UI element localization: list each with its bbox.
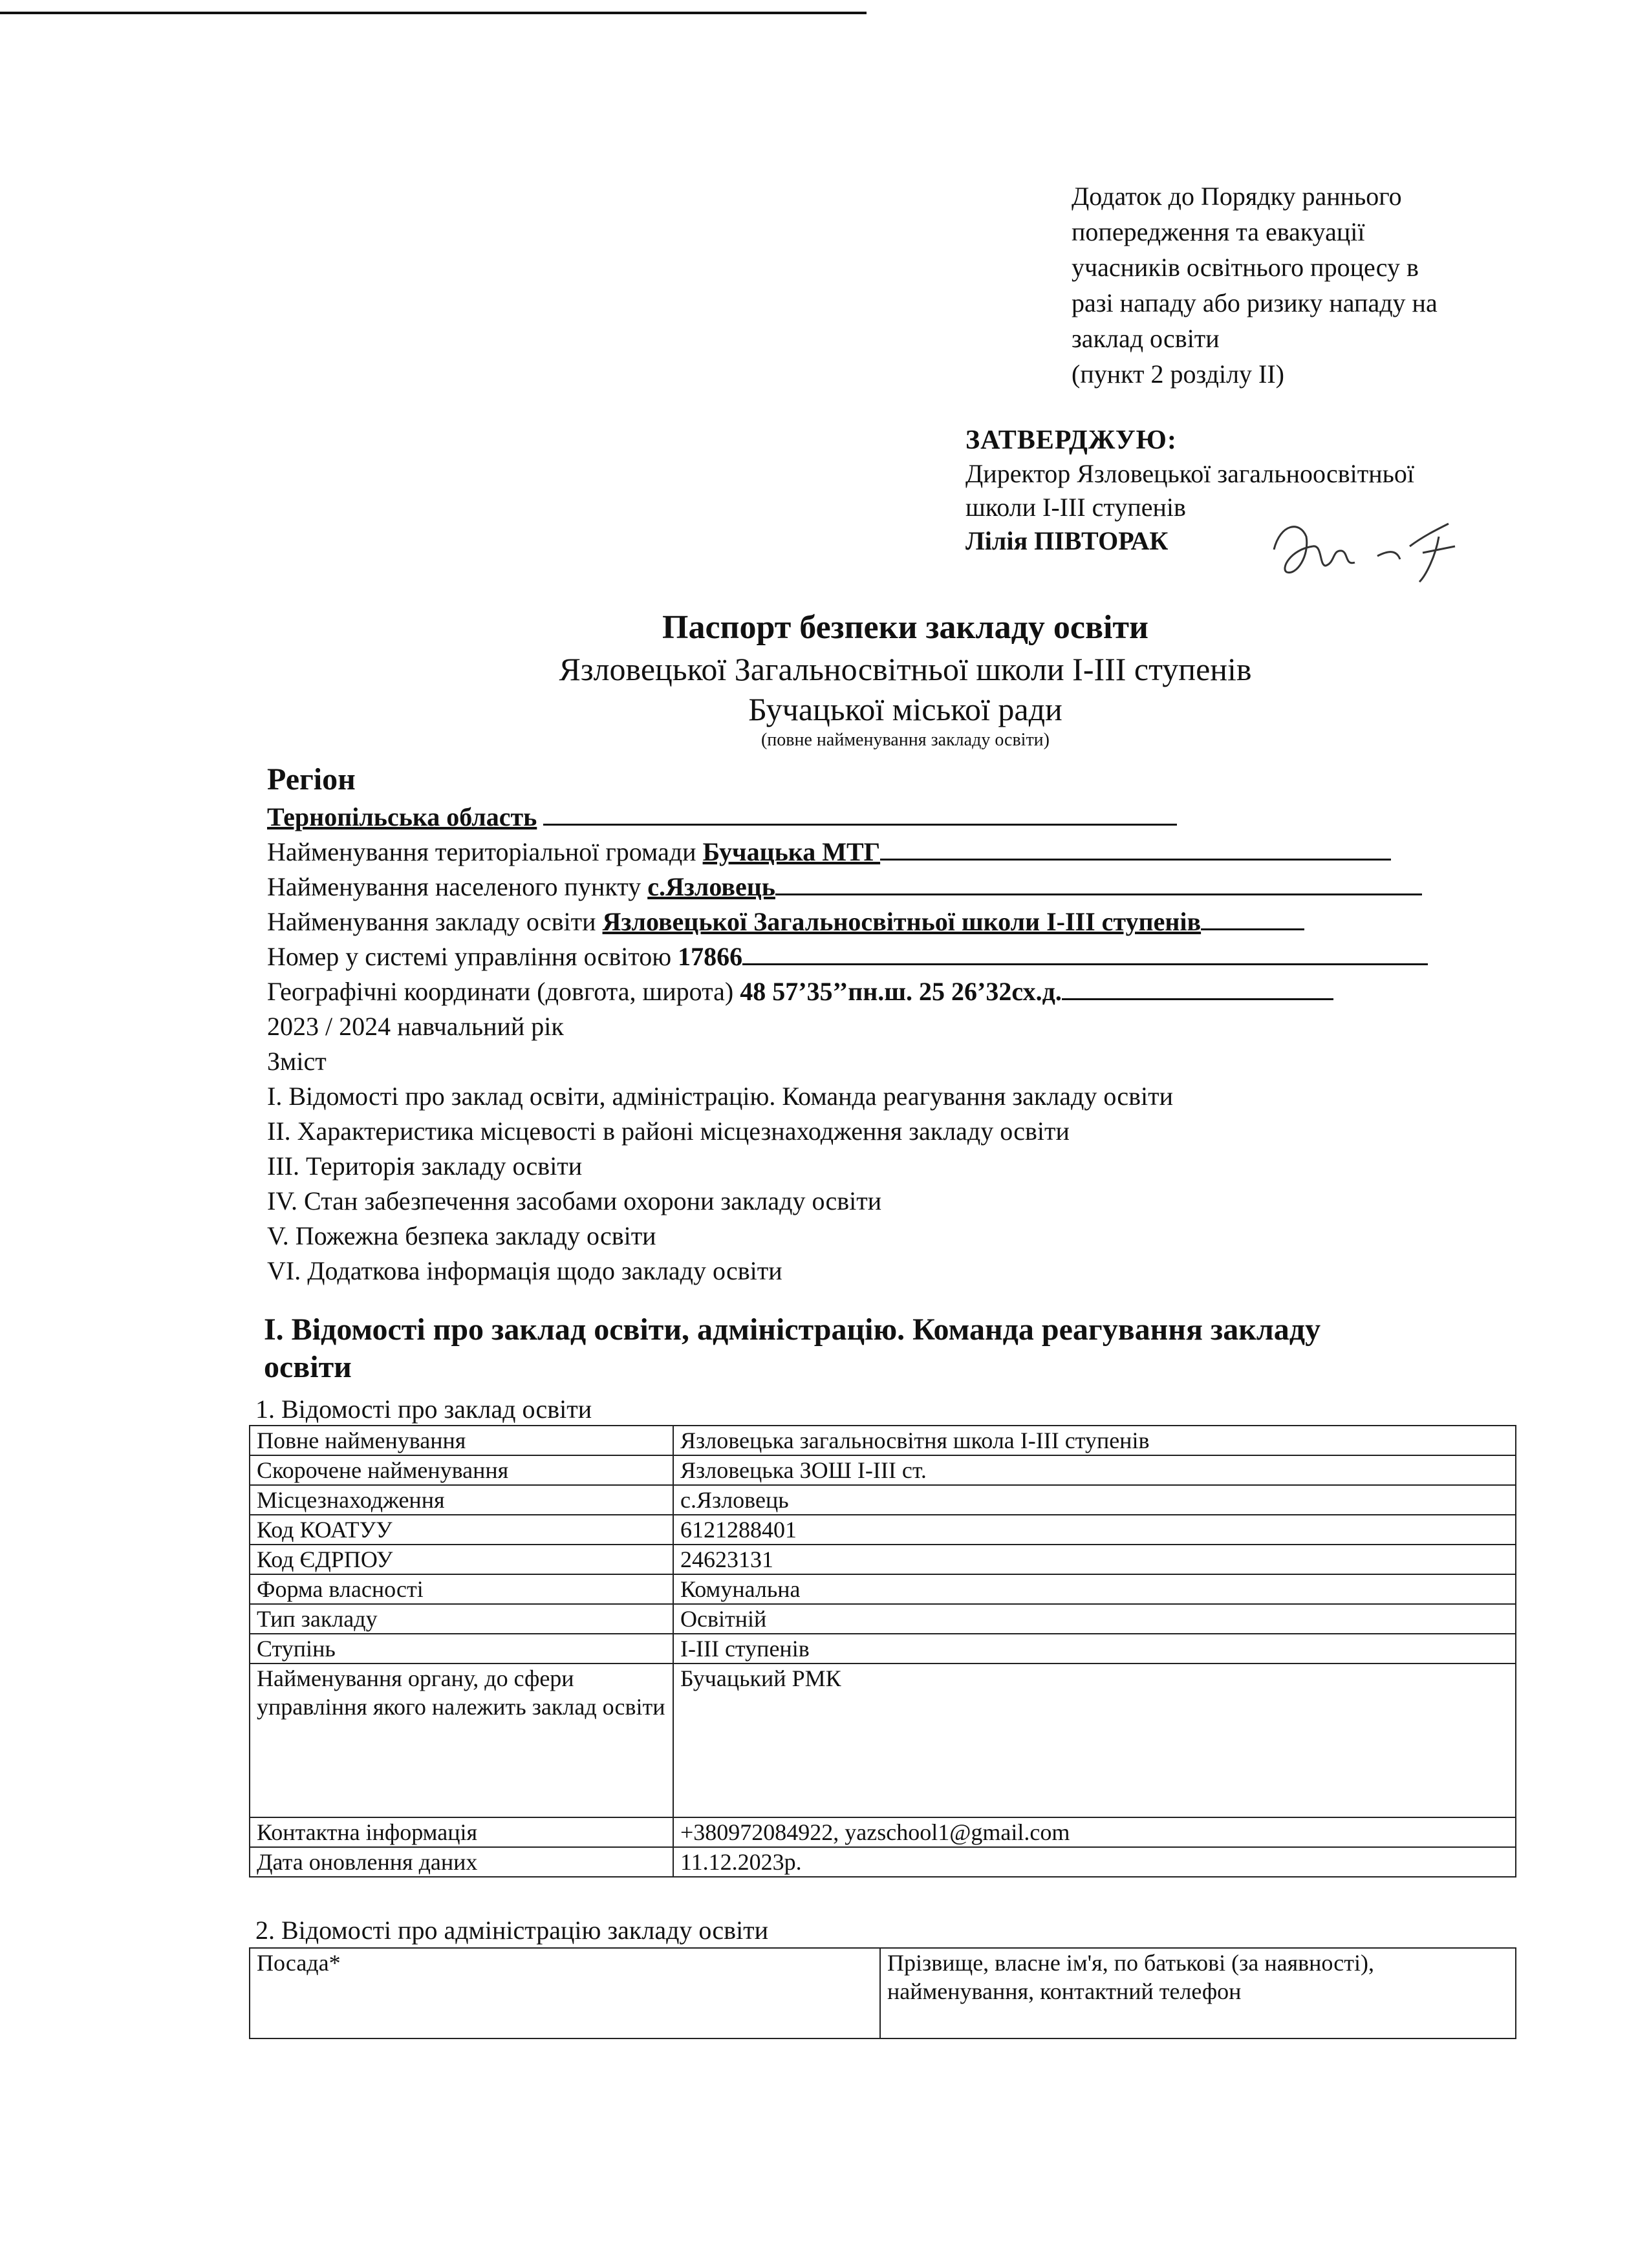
coordinates-label: Географічні координати (довгота, широта) bbox=[267, 977, 734, 1006]
table-cell: Місцезнаходження bbox=[250, 1485, 673, 1515]
contents-item: VI. Додаткова інформація щодо закладу освіти bbox=[267, 1256, 782, 1285]
coordinates-value: 48 57’35’’пн.ш. 25 26’32сх.д. bbox=[740, 977, 1062, 1006]
section-heading-line: освіти bbox=[264, 1350, 352, 1384]
settlement-label: Найменування населеного пункту bbox=[267, 872, 641, 901]
handwritten-signature bbox=[1261, 511, 1481, 588]
title-note: (повне найменування закладу освіти) bbox=[760, 730, 1050, 750]
approval-heading: ЗАТВЕРДЖУЮ: bbox=[965, 425, 1177, 455]
section-heading-line: I. Відомості про заклад освіти, адміністрацію. Команда реагування закладу bbox=[264, 1312, 1321, 1347]
table-cell: Код ЄДРПОУ bbox=[250, 1545, 673, 1574]
region-label: Регіон bbox=[267, 762, 356, 797]
table-cell: Код КОАТУУ bbox=[250, 1515, 673, 1545]
region-value: Тернопільська область bbox=[267, 802, 537, 831]
blank-line bbox=[775, 875, 1422, 895]
table-row bbox=[250, 1847, 1516, 1877]
table-cell: 11.12.2023р. bbox=[673, 1847, 1516, 1877]
contents-item: IV. Стан забезпечення засобами охорони закладу освіти bbox=[267, 1186, 882, 1215]
table-row bbox=[250, 1574, 1516, 1604]
settlement-value: с.Язловець bbox=[647, 872, 775, 901]
approval-name: Лілія ПІВТОРАК bbox=[965, 526, 1169, 555]
appendix-line: Додаток до Порядку раннього bbox=[1072, 182, 1402, 211]
school-name-title: Язловецької Загальносвітньої школи І-ІІІ ступенів bbox=[559, 651, 1252, 687]
contents-item: V. Пожежна безпека закладу освіти bbox=[267, 1221, 656, 1250]
appendix-line: попередження та евакуації bbox=[1072, 217, 1365, 246]
table-row bbox=[250, 1515, 1516, 1545]
contents-item: II. Характеристика місцевості в районі місцезнаходження закладу освіти bbox=[267, 1117, 1070, 1146]
table-row bbox=[250, 1426, 1516, 1455]
community-value: Бучацька МТГ bbox=[702, 837, 881, 866]
document-title bbox=[259, 606, 1552, 751]
section-1-heading bbox=[264, 1311, 1525, 1386]
blank-line bbox=[1062, 980, 1333, 1000]
passport-title: Паспорт безпеки закладу освіти bbox=[662, 609, 1148, 646]
subsection-2-title: 2. Відомості про адміністрацію закладу освіти bbox=[255, 1916, 769, 1945]
table-row bbox=[250, 1545, 1516, 1574]
table-row bbox=[250, 1485, 1516, 1515]
blank-line bbox=[543, 806, 1177, 826]
subsection-1-title: 1. Відомості про заклад освіти bbox=[255, 1395, 592, 1424]
table-cell: Скорочене найменування bbox=[250, 1455, 673, 1485]
school-year: 2023 / 2024 навчальний рік bbox=[267, 1012, 564, 1041]
table-cell: Язловецька ЗОШ І-ІІІ ст. bbox=[673, 1455, 1516, 1485]
table-cell: 24623131 bbox=[673, 1545, 1516, 1574]
appendix-line: (пункт 2 розділу II) bbox=[1072, 359, 1284, 389]
blank-line bbox=[1201, 910, 1304, 930]
table-cell: Контактна інформація bbox=[250, 1817, 673, 1847]
table-header-cell: Посада* bbox=[250, 1948, 880, 2038]
table-cell: Бучацький РМК bbox=[673, 1664, 1516, 1817]
table-row bbox=[250, 1604, 1516, 1634]
table-row bbox=[250, 1455, 1516, 1485]
appendix-line: разі нападу або ризику нападу на bbox=[1072, 288, 1438, 317]
community-label: Найменування територіальної громади bbox=[267, 837, 696, 866]
table-cell: Повне найменування bbox=[250, 1426, 673, 1455]
table-cell: с.Язловець bbox=[673, 1485, 1516, 1515]
table-cell: Язловецька загальносвітня школа І-ІІІ ступенів bbox=[673, 1426, 1516, 1455]
table-cell: Освітній bbox=[673, 1604, 1516, 1634]
table-cell: Форма власності bbox=[250, 1574, 673, 1604]
region-info bbox=[267, 760, 1528, 1289]
appendix-line: заклад освіти bbox=[1072, 324, 1220, 353]
table-cell: Тип закладу bbox=[250, 1604, 673, 1634]
school-info-table bbox=[249, 1425, 1516, 1878]
table-cell: +380972084922, yazschool1@gmail.com bbox=[673, 1817, 1516, 1847]
blank-line bbox=[742, 945, 1428, 965]
council-name: Бучацької міської ради bbox=[748, 691, 1062, 727]
table-cell: Найменування органу, до сфери управління якого належить заклад освіти bbox=[250, 1664, 673, 1817]
table-cell: Ступінь bbox=[250, 1634, 673, 1664]
table-cell: 6121288401 bbox=[673, 1515, 1516, 1545]
table-row bbox=[250, 1664, 1516, 1817]
contents-item: I. Відомості про заклад освіти, адміністрацію. Команда реагування закладу освіти bbox=[267, 1082, 1174, 1111]
appendix-note bbox=[1072, 178, 1537, 392]
contents-label: Зміст bbox=[267, 1047, 327, 1076]
table-header-cell: Прізвище, власне ім'я, по батькові (за наявності), найменування, контактний телефон bbox=[880, 1948, 1516, 2038]
table-row bbox=[250, 1948, 1516, 2038]
table-row bbox=[250, 1634, 1516, 1664]
blank-line bbox=[880, 840, 1391, 861]
system-number-label: Номер у системі управління освітою bbox=[267, 942, 672, 971]
table-cell: Дата оновлення даних bbox=[250, 1847, 673, 1877]
school-label: Найменування закладу освіти bbox=[267, 907, 596, 936]
contents-item: III. Територія закладу освіти bbox=[267, 1151, 583, 1181]
appendix-line: учасників освітнього процесу в bbox=[1072, 253, 1419, 282]
administration-table bbox=[249, 1947, 1516, 2039]
approval-line: Директор Язловецької загальноосвітньої bbox=[965, 459, 1414, 488]
table-cell: І-ІІІ ступенів bbox=[673, 1634, 1516, 1664]
system-number-value: 17866 bbox=[678, 942, 743, 971]
approval-line: школи І-ІІІ ступенів bbox=[965, 493, 1186, 522]
table-row bbox=[250, 1817, 1516, 1847]
school-value: Язловецької Загальносвітньої школи І-ІІІ ступенів bbox=[602, 907, 1202, 936]
top-rule bbox=[0, 12, 867, 14]
table-cell: Комунальна bbox=[673, 1574, 1516, 1604]
